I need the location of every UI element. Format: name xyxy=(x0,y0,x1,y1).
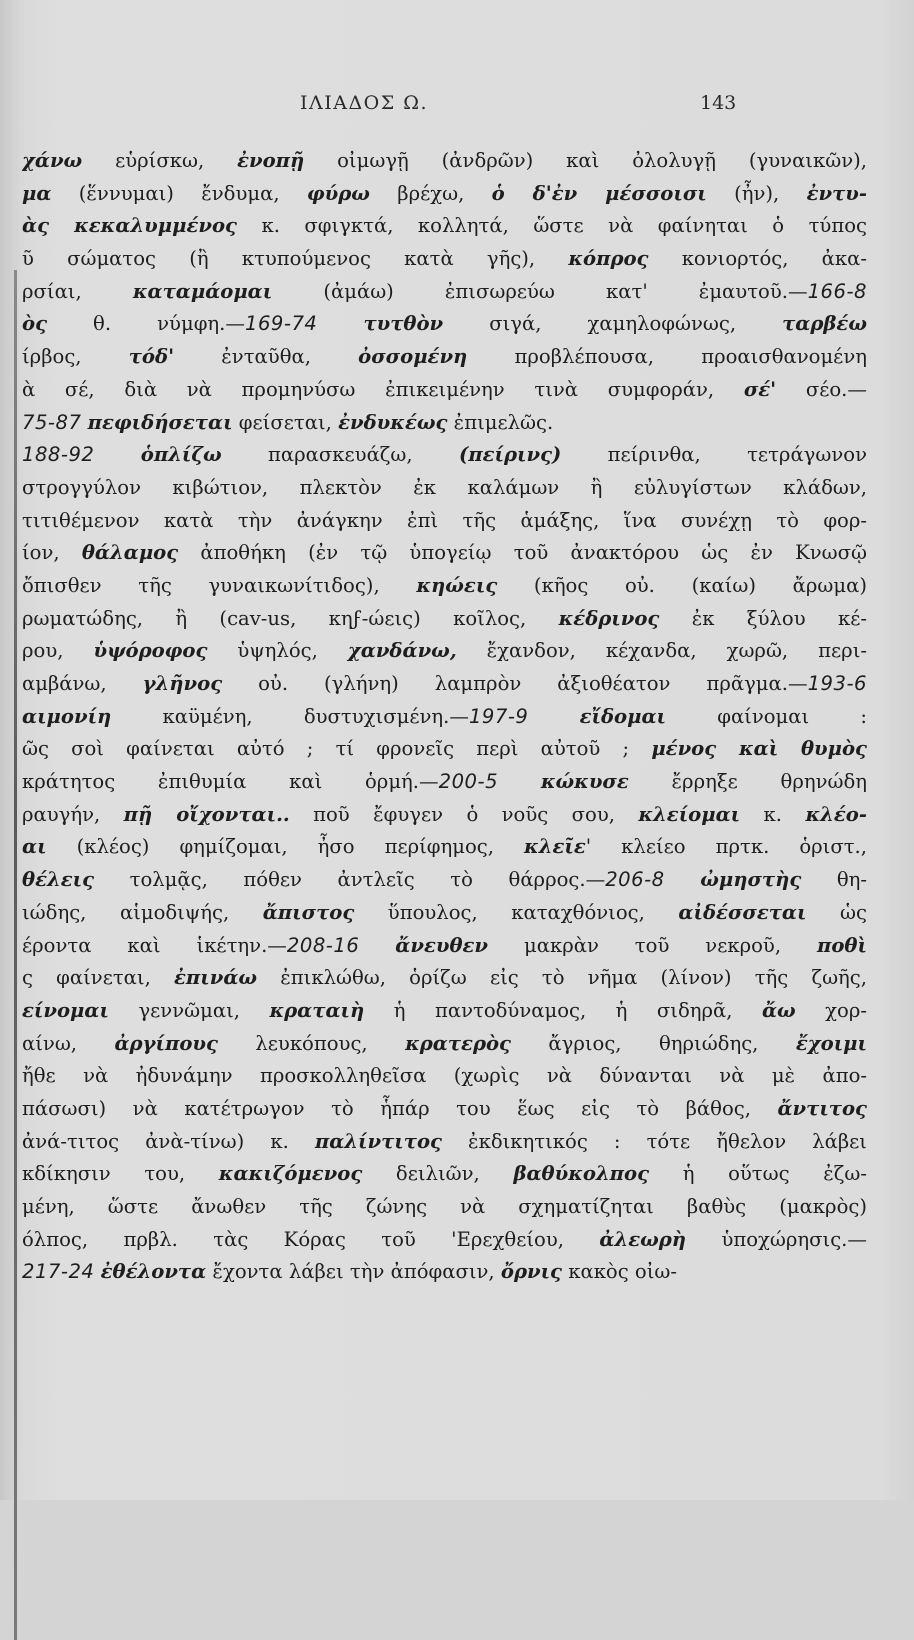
gloss-text: πάσωσι) νὰ κατέτρωγον τὸ ἧπάρ του ἕως εἰς τὸ βάθος, xyxy=(22,1096,778,1120)
headword: ὸς xyxy=(22,312,47,336)
gloss-text: δειλιῶν, xyxy=(362,1162,514,1186)
gloss-text: σέο.— xyxy=(776,377,867,401)
text-line xyxy=(22,603,867,636)
text-line xyxy=(22,505,867,538)
gloss-text: ἤθε νὰ ἠδυνάμην προσκολληθεῖσα (χωρὶς νὰ δύνανται νὰ μὲ ἀπο- xyxy=(22,1064,867,1088)
headword: ἄνευθεν xyxy=(395,933,489,957)
headword: ἀργίπους xyxy=(114,1031,218,1055)
gloss-text: κονιορτός, ἀκα- xyxy=(648,247,867,271)
text-line xyxy=(22,1060,867,1093)
headword: ἀλεωρὴ xyxy=(599,1227,687,1251)
headword: ἄπιστος xyxy=(262,900,355,924)
gloss-text xyxy=(94,443,140,466)
gloss-text: φείσεται, xyxy=(232,410,339,434)
text-line xyxy=(22,864,867,897)
text-line xyxy=(22,635,867,668)
headword: ἐθέλοντα xyxy=(100,1260,207,1284)
gloss-text: κ. xyxy=(740,802,806,826)
commentary-text-block xyxy=(22,145,867,1289)
gloss-text: οὐ. (γλήνη) λαμπρὸν ἀξιοθέατον πρᾶγμα.— xyxy=(222,672,808,695)
headword: σέ' xyxy=(743,377,777,401)
text-line xyxy=(22,831,867,864)
gloss-text: γεννῶμαι, xyxy=(108,998,270,1022)
text-line xyxy=(22,276,867,309)
text-line xyxy=(22,570,867,603)
headword: κλείομαι xyxy=(638,802,741,826)
gloss-text: εὑρίσκω, xyxy=(82,149,238,172)
headword: θάλαμος xyxy=(81,541,179,565)
gloss-text: αίνω, xyxy=(22,1031,115,1055)
gloss-text: ς φαίνεται, xyxy=(22,966,175,990)
headword: είνομαι xyxy=(22,998,109,1022)
gloss-text: ἐκ ξύλου κέ- xyxy=(659,606,867,630)
gloss-text: ίρβος, xyxy=(22,345,129,369)
text-line xyxy=(22,701,867,734)
text-line xyxy=(22,766,867,799)
headword: ὁ δ'ἐν μέσσοισι xyxy=(491,181,707,205)
verse-reference: 169-74 xyxy=(244,312,318,336)
gloss-text: έροντα καὶ ἱκέτην.— xyxy=(22,933,287,957)
headword: αι xyxy=(22,835,47,859)
gloss-text: σιγά, χαμηλοφώνως, xyxy=(443,312,783,336)
gloss-text: κακὸς οἰω- xyxy=(561,1260,678,1284)
gloss-text: ἀποθήκη (ἐν τῷ ὑπογείῳ τοῦ ἀνακτόρου ὡς ἐν Κνωσῷ xyxy=(178,541,867,565)
verse-reference: 197-9 xyxy=(468,704,529,728)
headword: πῇ οἴχονται.. xyxy=(123,802,290,826)
gloss-text: κδίκησιν του, xyxy=(22,1162,219,1186)
text-line xyxy=(22,243,867,276)
verse-reference: 193-6 xyxy=(807,672,867,695)
verse-reference: 188-92 xyxy=(22,443,95,467)
gloss-text: ἡ οὕτως ἐζω- xyxy=(649,1162,867,1186)
gloss-text: (κλέος) φημίζομαι, ἦσο περίφημος, xyxy=(46,835,525,859)
headword: ἐντυ- xyxy=(806,181,867,205)
page-number: 143 xyxy=(700,92,737,114)
gloss-text: ὡς xyxy=(806,900,867,924)
headword: μα xyxy=(22,181,52,205)
text-line xyxy=(22,995,867,1028)
headword: κακιζόμενος xyxy=(218,1162,363,1186)
text-line xyxy=(22,1256,867,1289)
headword: τυτθὸν xyxy=(363,312,444,336)
headword: πεφιδήσεται xyxy=(87,410,233,434)
headword: χανδάνω, xyxy=(347,639,457,663)
text-line xyxy=(22,1158,867,1191)
headword: ὁπλίζω xyxy=(140,443,222,467)
verse-reference: 75-87 xyxy=(22,410,82,434)
gloss-text: ἐκδικητικός : τότε ἤθελον λάβει xyxy=(441,1129,867,1153)
headword: καταμάομαι xyxy=(132,279,273,303)
headword: κλεῖε xyxy=(524,835,586,859)
page-header xyxy=(0,92,914,116)
gloss-text: φαίνομαι : xyxy=(666,704,867,728)
gloss-text: ῶς σοὶ φαίνεται αὐτό ; τί φρονεῖς περὶ αὐτοῦ ; xyxy=(22,737,652,761)
gloss-text: ὑποχώρησις.— xyxy=(686,1227,867,1251)
gloss-text: ποῦ ἔφυγεν ὁ νοῦς σου, xyxy=(289,802,639,826)
headword: ὠμηστὴς xyxy=(700,868,802,892)
headword: βαθύκολπος xyxy=(513,1162,650,1186)
text-line xyxy=(22,210,867,243)
gloss-text xyxy=(528,705,579,728)
gloss-text: χορ- xyxy=(795,998,867,1022)
gloss-text: θη- xyxy=(801,868,867,892)
text-line xyxy=(22,472,867,505)
gloss-text: ἡ παντοδύναμος, ἡ σιδηρᾶ, xyxy=(364,998,762,1022)
headword: εἴδομαι xyxy=(579,704,667,728)
gloss-text: ἐπιμελῶς. xyxy=(447,410,554,434)
headword: φύρω xyxy=(306,181,370,205)
gloss-text: ὄπισθεν τῆς γυναικωνίτιδος), xyxy=(22,573,417,597)
headword: κραταιὴ xyxy=(269,998,365,1022)
headword: ἔχοιμι xyxy=(795,1031,867,1055)
verse-reference: 200-5 xyxy=(438,770,499,794)
text-line xyxy=(22,799,867,832)
text-line xyxy=(22,537,867,570)
gloss-text: ὕπουλος, καταχθόνιος, xyxy=(354,900,679,924)
gloss-text: κράτητος ἐπιθυμία καὶ ὁρμή.— xyxy=(22,770,439,794)
text-line xyxy=(22,1191,867,1224)
headword: ὄρνις xyxy=(500,1260,562,1284)
gutter-shadow-line xyxy=(14,270,17,1640)
headword: ἐνδυκέως xyxy=(338,410,448,434)
gloss-text: ραυγήν, xyxy=(22,802,124,826)
headword: κρατερὸς xyxy=(405,1031,511,1055)
binding-gutter xyxy=(0,130,20,1510)
gloss-text: ρσίαι, xyxy=(22,279,133,303)
headword: θέλεις xyxy=(22,868,95,892)
gloss-text: κ. σφιγκτά, κολλητά, ὥστε νὰ φαίνηται ὁ τύπος xyxy=(236,214,867,238)
gloss-text: όλπος, πρβλ. τὰς Κόρας τοῦ 'Ερεχθείου, xyxy=(22,1227,600,1251)
headword: ταρβέω xyxy=(782,312,867,336)
gloss-text: (ἀμάω) ἐπισωρεύω κατ' ἐμαυτοῦ.— xyxy=(272,279,808,303)
headword: αἰδέσσεται xyxy=(678,900,807,924)
gloss-text: στρογγύλον κιβώτιον, πλεκτὸν ἐκ καλάμων ἢ εὐλυγίστων κλάδων, xyxy=(22,475,867,499)
gloss-text: αμβάνω, xyxy=(22,672,143,695)
headword: ἄω xyxy=(761,998,796,1022)
gloss-text: ἐνταῦθα, xyxy=(174,345,359,369)
verse-reference: 166-8 xyxy=(807,279,867,303)
text-line xyxy=(22,439,867,472)
headword: χάνω xyxy=(22,149,83,172)
text-line xyxy=(22,930,867,963)
headword: κόπρος xyxy=(568,247,649,271)
text-line xyxy=(22,1224,867,1257)
headword: ὀσσομένη xyxy=(358,345,468,369)
verse-reference: 208-16 xyxy=(286,933,360,957)
text-line xyxy=(22,308,867,341)
gloss-text: ' κλείεο πρτκ. ὁριστ., xyxy=(585,835,867,859)
text-line xyxy=(22,374,867,407)
gloss-text: ὑψηλός, xyxy=(207,639,348,663)
text-line xyxy=(22,733,867,766)
text-line xyxy=(22,1028,867,1061)
headword: κώκυσε xyxy=(540,770,629,794)
headword: κλέο- xyxy=(805,802,867,826)
gloss-text: ὰ σέ, διὰ νὰ προμηνύσω ἐπικειμένην τινὰ συμφοράν, xyxy=(22,377,744,401)
headword: ὰς κεκαλυμμένος xyxy=(22,214,237,238)
headword: ἐνοπῇ xyxy=(237,149,305,172)
verse-reference: 206-8 xyxy=(605,868,665,892)
text-line xyxy=(22,668,867,701)
gloss-text: (κῆος οὐ. (καίω) ἄρωμα) xyxy=(497,573,867,597)
text-line xyxy=(22,962,867,995)
headword: αιμονίη xyxy=(22,704,112,728)
gloss-text xyxy=(317,312,363,335)
headword: (πείρινς) xyxy=(458,443,562,467)
gloss-text: ρωματώδης, ἢ (cav-us, κηϝ-ώεις) κοῖλος, xyxy=(22,606,559,630)
gloss-text xyxy=(359,934,395,957)
gloss-text: ίον, xyxy=(22,541,82,565)
text-line xyxy=(22,897,867,930)
gloss-text: (ἕννυμαι) ἔνδυμα, xyxy=(51,181,307,205)
gloss-text: ἀνά-τιτος ἀνὰ-τίνω) κ. xyxy=(22,1129,315,1153)
headword: ποθὶ xyxy=(817,933,867,957)
headword: τόδ' xyxy=(128,345,175,369)
gloss-text: (ἦν), xyxy=(706,181,807,205)
headword: μένος καὶ θυμὸς xyxy=(651,737,867,761)
headword: γλῆνος xyxy=(142,672,223,695)
gloss-text: ρου, xyxy=(22,639,94,663)
gloss-text: μένη, ὥστε ἄνωθεν τῆς ζώνης νὰ σχηματίζηται βαθὺς (μακρὸς) xyxy=(22,1195,867,1218)
headword: ὑψόροφος xyxy=(93,639,208,663)
gloss-text: μακρὰν τοῦ νεκροῦ, xyxy=(488,933,818,957)
text-line xyxy=(22,1093,867,1126)
headword: κηώεις xyxy=(416,573,498,597)
gloss-text: ῦ σώματος (ἢ κτυπούμενος κατὰ γῆς), xyxy=(22,247,569,271)
gloss-text: πείρινθα, τετράγωνον xyxy=(561,443,867,467)
gloss-text: βρέχω, xyxy=(369,181,492,205)
headword: ἄντιτος xyxy=(777,1096,867,1120)
text-line xyxy=(22,341,867,374)
gloss-text: ἔχοντα λάβει τὴν ἀπόφασιν, xyxy=(206,1260,501,1284)
gloss-text: ἔρρηξε θρηνώδη xyxy=(628,770,867,794)
gloss-text: οἰμωγῇ (ἀνδρῶν) καὶ ὀλολυγῇ (γυναικῶν), xyxy=(304,149,867,172)
headword: κέδρινος xyxy=(558,606,660,630)
gloss-text: τιτιθέμενον κατὰ τὴν ἀνάγκην ἐπὶ τῆς ἁμάξης, ἵνα συνέχῃ τὸ φορ- xyxy=(22,508,867,532)
gloss-text: ἄγριος, θηριώδης, xyxy=(510,1031,796,1055)
headword: παλίντιτος xyxy=(314,1129,442,1153)
gloss-text: ἐπικλώθω, ὁρίζω εἰς τὸ νῆμα (λίνον) τῆς ζωῆς, xyxy=(257,966,867,990)
text-line xyxy=(22,145,867,178)
verse-reference: 217-24 xyxy=(22,1260,95,1284)
gloss-text xyxy=(498,770,541,793)
gloss-text: τολμᾷς, πόθεν ἀντλεῖς τὸ θάρρος.— xyxy=(94,868,606,892)
gloss-text: παρασκευάζω, xyxy=(221,443,459,467)
headword: ἐπινάω xyxy=(174,966,258,990)
gloss-text: θ. νύμφη.— xyxy=(47,312,245,336)
text-line xyxy=(22,1126,867,1159)
gloss-text: ἔχανδον, κέχανδα, χωρῶ, περι- xyxy=(456,639,867,663)
text-line xyxy=(22,407,867,440)
gloss-text xyxy=(665,868,701,891)
gloss-text: προβλέπουσα, προαισθανομένη xyxy=(467,345,867,369)
gloss-text: λευκόπους, xyxy=(217,1031,406,1055)
gloss-text: ιώδης, αἱμοδιψής, xyxy=(22,900,263,924)
text-line xyxy=(22,178,867,211)
running-title: ΙΛΙΑΔΟΣ Ω. xyxy=(300,92,429,114)
gloss-text: καϋμένη, δυστυχισμένη.— xyxy=(111,704,469,728)
